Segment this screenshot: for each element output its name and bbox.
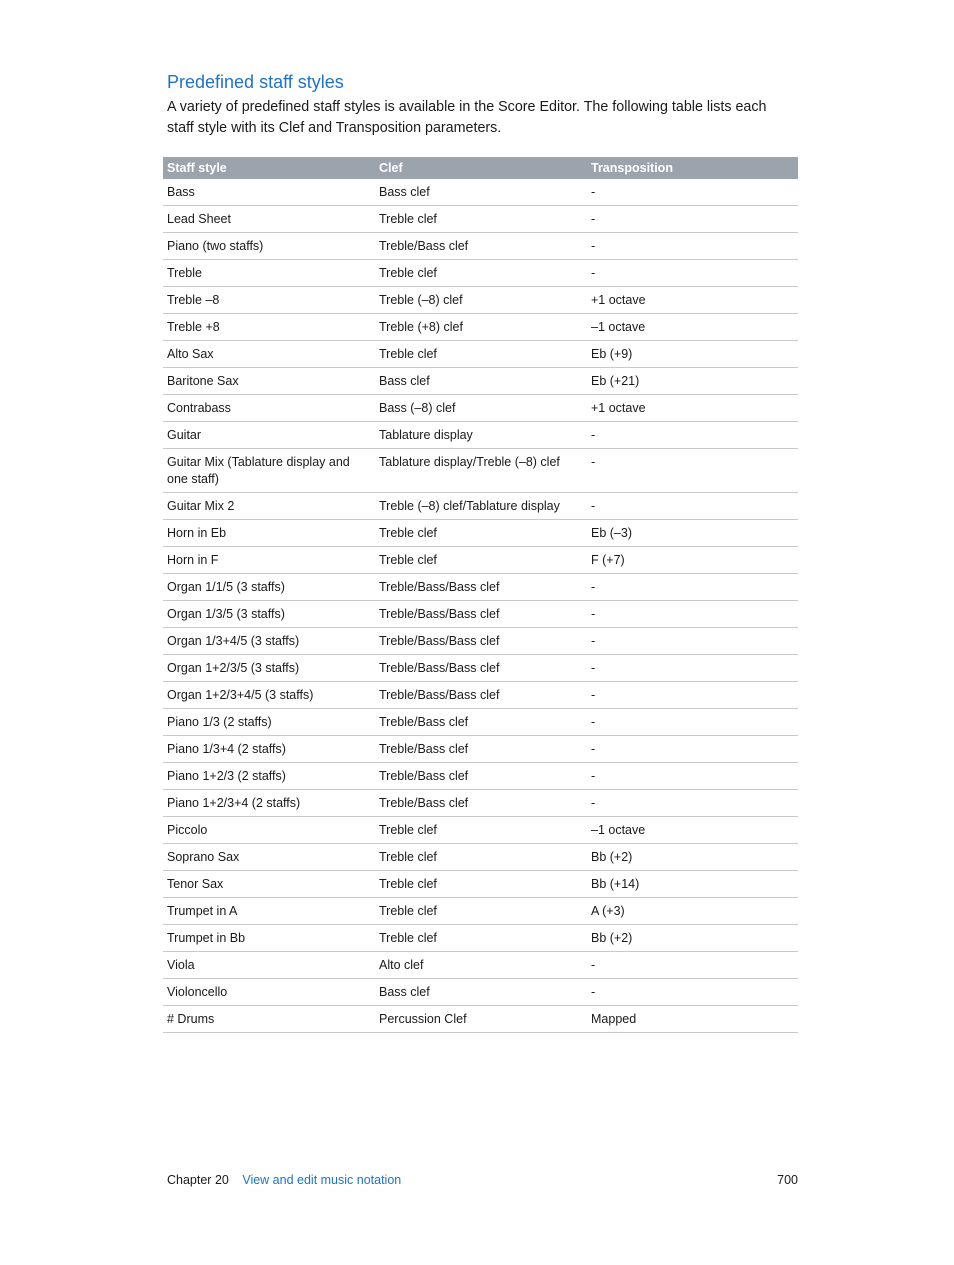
cell-transposition: Bb (+2) [587, 844, 798, 871]
table-row [163, 179, 798, 206]
cell-staff-style: Organ 1+2/3+4/5 (3 staffs) [163, 682, 375, 709]
cell-staff-style: Trumpet in Bb [163, 925, 375, 952]
cell-transposition: - [587, 979, 798, 1006]
cell-staff-style: Guitar Mix (Tablature display and one staff) [163, 449, 375, 493]
cell-transposition: F (+7) [587, 547, 798, 574]
cell-clef: Treble clef [375, 871, 587, 898]
table-body [163, 179, 798, 1033]
cell-transposition: - [587, 574, 798, 601]
cell-clef: Treble/Bass clef [375, 736, 587, 763]
cell-transposition: - [587, 449, 798, 493]
cell-clef: Bass clef [375, 368, 587, 395]
cell-staff-style: Treble +8 [163, 314, 375, 341]
table-row [163, 233, 798, 260]
cell-clef: Treble/Bass clef [375, 709, 587, 736]
cell-transposition: - [587, 422, 798, 449]
staff-styles-table [163, 157, 798, 1033]
cell-clef: Percussion Clef [375, 1006, 587, 1033]
cell-clef: Treble/Bass/Bass clef [375, 682, 587, 709]
cell-clef: Treble clef [375, 844, 587, 871]
cell-transposition: –1 octave [587, 817, 798, 844]
table-row [163, 547, 798, 574]
cell-clef: Treble clef [375, 817, 587, 844]
table-row [163, 898, 798, 925]
cell-staff-style: Piano 1/3 (2 staffs) [163, 709, 375, 736]
cell-staff-style: Bass [163, 179, 375, 206]
cell-transposition: –1 octave [587, 314, 798, 341]
cell-staff-style: Organ 1/1/5 (3 staffs) [163, 574, 375, 601]
cell-staff-style: Alto Sax [163, 341, 375, 368]
cell-staff-style: Organ 1/3/5 (3 staffs) [163, 601, 375, 628]
table-row [163, 368, 798, 395]
cell-transposition: - [587, 655, 798, 682]
cell-clef: Bass (–8) clef [375, 395, 587, 422]
cell-transposition: Eb (–3) [587, 520, 798, 547]
cell-transposition: - [587, 628, 798, 655]
cell-staff-style: # Drums [163, 1006, 375, 1033]
cell-clef: Treble clef [375, 260, 587, 287]
cell-clef: Treble clef [375, 206, 587, 233]
cell-staff-style: Piccolo [163, 817, 375, 844]
cell-transposition: - [587, 736, 798, 763]
cell-staff-style: Soprano Sax [163, 844, 375, 871]
cell-transposition: +1 octave [587, 287, 798, 314]
intro-paragraph: A variety of predefined staff styles is available in the Score Editor. The following table lists each staff style with its Clef and Transposition parameters. [167, 99, 767, 136]
header-clef: Clef [375, 157, 587, 179]
cell-staff-style: Organ 1+2/3/5 (3 staffs) [163, 655, 375, 682]
cell-transposition: A (+3) [587, 898, 798, 925]
cell-clef: Tablature display [375, 422, 587, 449]
footer-chapter: Chapter 20 [167, 1173, 229, 1187]
cell-clef: Treble/Bass/Bass clef [375, 628, 587, 655]
cell-clef: Treble clef [375, 520, 587, 547]
cell-staff-style: Violoncello [163, 979, 375, 1006]
header-row [163, 157, 798, 179]
page-number: 700 [777, 1173, 798, 1187]
cell-transposition: - [587, 179, 798, 206]
cell-clef: Treble clef [375, 547, 587, 574]
cell-clef: Treble clef [375, 898, 587, 925]
table-row [163, 817, 798, 844]
cell-transposition: - [587, 260, 798, 287]
header-transposition: Transposition [587, 157, 798, 179]
cell-staff-style: Treble –8 [163, 287, 375, 314]
cell-clef: Tablature display/Treble (–8) clef [375, 449, 587, 493]
cell-clef: Treble/Bass/Bass clef [375, 574, 587, 601]
page-footer [167, 1173, 798, 1187]
table-row [163, 871, 798, 898]
cell-transposition: - [587, 709, 798, 736]
cell-transposition: - [587, 790, 798, 817]
table-header [163, 157, 798, 179]
cell-transposition: - [587, 763, 798, 790]
cell-transposition: - [587, 206, 798, 233]
table-row [163, 520, 798, 547]
cell-transposition: Eb (+9) [587, 341, 798, 368]
cell-clef: Treble clef [375, 341, 587, 368]
cell-staff-style: Horn in F [163, 547, 375, 574]
cell-staff-style: Contrabass [163, 395, 375, 422]
cell-transposition: +1 octave [587, 395, 798, 422]
table-row [163, 979, 798, 1006]
cell-clef: Bass clef [375, 179, 587, 206]
table-row [163, 844, 798, 871]
cell-transposition: - [587, 493, 798, 520]
table-row [163, 449, 798, 493]
table-row [163, 314, 798, 341]
cell-staff-style: Piano 1+2/3 (2 staffs) [163, 763, 375, 790]
cell-staff-style: Lead Sheet [163, 206, 375, 233]
table-row [163, 1006, 798, 1033]
table-row [163, 763, 798, 790]
cell-clef: Bass clef [375, 979, 587, 1006]
cell-clef: Treble (–8) clef [375, 287, 587, 314]
cell-clef: Treble/Bass clef [375, 763, 587, 790]
table-row [163, 341, 798, 368]
cell-clef: Treble clef [375, 925, 587, 952]
table-row [163, 628, 798, 655]
cell-transposition: - [587, 233, 798, 260]
table-row [163, 655, 798, 682]
cell-transposition: Eb (+21) [587, 368, 798, 395]
table-row [163, 287, 798, 314]
table-row [163, 260, 798, 287]
cell-staff-style: Viola [163, 952, 375, 979]
table-row [163, 206, 798, 233]
footer-chapter-link[interactable]: View and edit music notation [242, 1173, 402, 1187]
cell-staff-style: Horn in Eb [163, 520, 375, 547]
cell-staff-style: Piano 1/3+4 (2 staffs) [163, 736, 375, 763]
cell-transposition: - [587, 682, 798, 709]
cell-staff-style: Guitar [163, 422, 375, 449]
table-row [163, 574, 798, 601]
cell-staff-style: Organ 1/3+4/5 (3 staffs) [163, 628, 375, 655]
table-row [163, 925, 798, 952]
table-row [163, 422, 798, 449]
table-row [163, 493, 798, 520]
table-row [163, 952, 798, 979]
cell-staff-style: Piano (two staffs) [163, 233, 375, 260]
cell-transposition: - [587, 601, 798, 628]
cell-staff-style: Trumpet in A [163, 898, 375, 925]
table-row [163, 395, 798, 422]
cell-clef: Treble (+8) clef [375, 314, 587, 341]
table-row [163, 790, 798, 817]
cell-clef: Treble/Bass clef [375, 790, 587, 817]
cell-staff-style: Piano 1+2/3+4 (2 staffs) [163, 790, 375, 817]
cell-transposition: - [587, 952, 798, 979]
cell-clef: Alto clef [375, 952, 587, 979]
cell-transposition: Mapped [587, 1006, 798, 1033]
cell-transposition: Bb (+2) [587, 925, 798, 952]
section-title: Predefined staff styles [167, 72, 344, 92]
cell-transposition: Bb (+14) [587, 871, 798, 898]
cell-staff-style: Guitar Mix 2 [163, 493, 375, 520]
table-row [163, 682, 798, 709]
cell-clef: Treble/Bass clef [375, 233, 587, 260]
cell-clef: Treble (–8) clef/Tablature display [375, 493, 587, 520]
table-row [163, 601, 798, 628]
cell-staff-style: Baritone Sax [163, 368, 375, 395]
table-row [163, 709, 798, 736]
header-staff-style: Staff style [163, 157, 375, 179]
cell-staff-style: Treble [163, 260, 375, 287]
cell-clef: Treble/Bass/Bass clef [375, 655, 587, 682]
cell-staff-style: Tenor Sax [163, 871, 375, 898]
cell-clef: Treble/Bass/Bass clef [375, 601, 587, 628]
table-row [163, 736, 798, 763]
